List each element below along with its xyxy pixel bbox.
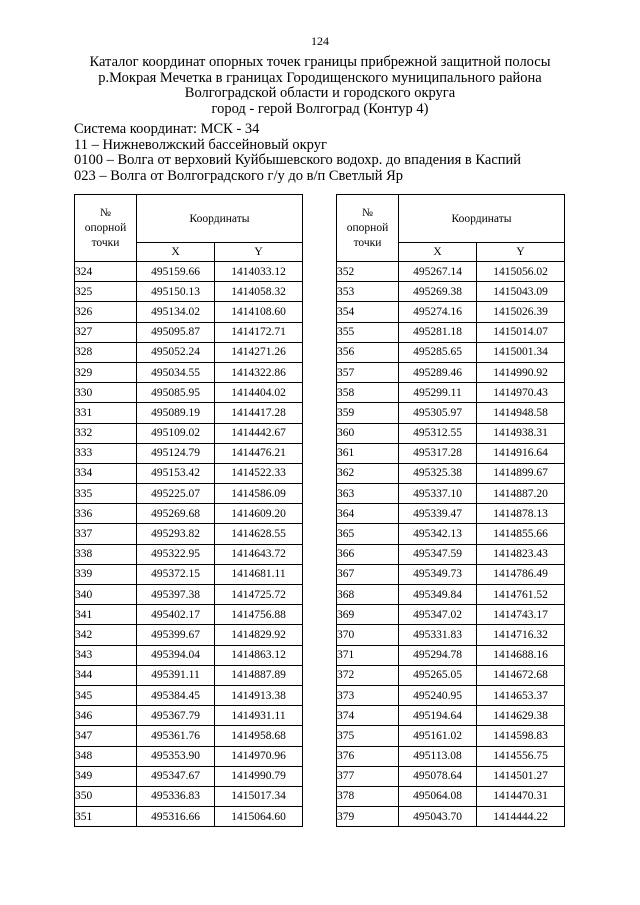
y-coordinate-cell: 1414442.67 bbox=[215, 423, 303, 443]
table-row bbox=[337, 322, 565, 342]
y-header: Y bbox=[215, 243, 303, 262]
y-coordinate-cell: 1414990.79 bbox=[215, 766, 303, 786]
table-row bbox=[337, 726, 565, 746]
table-row bbox=[75, 423, 303, 443]
point-number-cell: 340 bbox=[75, 585, 137, 605]
x-coordinate-cell: 495361.76 bbox=[137, 726, 215, 746]
point-number-cell: 352 bbox=[337, 262, 399, 282]
table-row bbox=[337, 605, 565, 625]
table-row bbox=[75, 645, 303, 665]
x-coordinate-cell: 495331.83 bbox=[399, 625, 477, 645]
point-number-cell: 344 bbox=[75, 665, 137, 685]
x-coordinate-cell: 495336.83 bbox=[137, 786, 215, 806]
table-row bbox=[75, 342, 303, 362]
table-row bbox=[75, 726, 303, 746]
y-coordinate-cell: 1414916.64 bbox=[477, 443, 565, 463]
y-coordinate-cell: 1415043.09 bbox=[477, 282, 565, 302]
y-coordinate-cell: 1415026.39 bbox=[477, 302, 565, 322]
x-coordinate-cell: 495289.46 bbox=[399, 362, 477, 382]
x-coordinate-cell: 495194.64 bbox=[399, 706, 477, 726]
x-coordinate-cell: 495064.08 bbox=[399, 786, 477, 806]
point-number-cell: 369 bbox=[337, 605, 399, 625]
y-coordinate-cell: 1414470.31 bbox=[477, 786, 565, 806]
point-number-cell: 334 bbox=[75, 463, 137, 483]
river-basin: 0100 – Волга от верховий Куйбышевского водохр. до впадения в Каспий bbox=[74, 152, 522, 168]
x-coordinate-cell: 495085.95 bbox=[137, 383, 215, 403]
table-row bbox=[337, 423, 565, 443]
x-coordinate-cell: 495225.07 bbox=[137, 484, 215, 504]
x-coordinate-cell: 495299.11 bbox=[399, 383, 477, 403]
x-header: X bbox=[137, 243, 215, 262]
document-title bbox=[40, 55, 600, 117]
y-coordinate-cell: 1414033.12 bbox=[215, 262, 303, 282]
coordinates-header: Координаты bbox=[399, 195, 565, 243]
x-coordinate-cell: 495161.02 bbox=[399, 726, 477, 746]
point-number-cell: 335 bbox=[75, 484, 137, 504]
x-coordinate-cell: 495285.65 bbox=[399, 342, 477, 362]
y-coordinate-cell: 1414887.89 bbox=[215, 665, 303, 685]
y-coordinate-cell: 1414271.26 bbox=[215, 342, 303, 362]
table-row bbox=[75, 706, 303, 726]
x-coordinate-cell: 495150.13 bbox=[137, 282, 215, 302]
table-row bbox=[75, 504, 303, 524]
y-coordinate-cell: 1414887.20 bbox=[477, 484, 565, 504]
point-number-cell: 357 bbox=[337, 362, 399, 382]
y-coordinate-cell: 1414404.02 bbox=[215, 383, 303, 403]
x-coordinate-cell: 495113.08 bbox=[399, 746, 477, 766]
coordinates-table-right bbox=[336, 194, 565, 827]
y-coordinate-cell: 1414628.55 bbox=[215, 524, 303, 544]
y-coordinate-cell: 1415001.34 bbox=[477, 342, 565, 362]
point-number-cell: 324 bbox=[75, 262, 137, 282]
y-coordinate-cell: 1414786.49 bbox=[477, 564, 565, 584]
point-number-cell: 342 bbox=[75, 625, 137, 645]
y-coordinate-cell: 1414761.52 bbox=[477, 585, 565, 605]
table-row bbox=[337, 746, 565, 766]
x-coordinate-cell: 495109.02 bbox=[137, 423, 215, 443]
x-header: X bbox=[399, 243, 477, 262]
table-row bbox=[75, 262, 303, 282]
table-row bbox=[337, 463, 565, 483]
y-coordinate-cell: 1414172.71 bbox=[215, 322, 303, 342]
point-number-cell: 326 bbox=[75, 302, 137, 322]
x-coordinate-cell: 495394.04 bbox=[137, 645, 215, 665]
coordinate-system-info bbox=[74, 122, 614, 184]
point-number-cell: 360 bbox=[337, 423, 399, 443]
point-number-cell: 361 bbox=[337, 443, 399, 463]
table-row bbox=[75, 625, 303, 645]
y-coordinate-cell: 1414938.31 bbox=[477, 423, 565, 443]
point-number-cell: 347 bbox=[75, 726, 137, 746]
x-coordinate-cell: 495274.16 bbox=[399, 302, 477, 322]
y-header: Y bbox=[477, 243, 565, 262]
y-coordinate-cell: 1414444.22 bbox=[477, 807, 565, 827]
y-coordinate-cell: 1415014.07 bbox=[477, 322, 565, 342]
table-row bbox=[75, 544, 303, 564]
table-row bbox=[337, 544, 565, 564]
x-coordinate-cell: 495325.38 bbox=[399, 463, 477, 483]
point-number-cell: 371 bbox=[337, 645, 399, 665]
point-number-cell: 329 bbox=[75, 362, 137, 382]
point-number-cell: 336 bbox=[75, 504, 137, 524]
table-body-left bbox=[75, 262, 303, 827]
table-row bbox=[75, 383, 303, 403]
y-coordinate-cell: 1414058.32 bbox=[215, 282, 303, 302]
point-number-cell: 339 bbox=[75, 564, 137, 584]
y-coordinate-cell: 1414863.12 bbox=[215, 645, 303, 665]
point-number-cell: 358 bbox=[337, 383, 399, 403]
x-coordinate-cell: 495347.59 bbox=[399, 544, 477, 564]
y-coordinate-cell: 1414609.20 bbox=[215, 504, 303, 524]
point-number-cell: 370 bbox=[337, 625, 399, 645]
table-body-right bbox=[337, 262, 565, 827]
table-row bbox=[337, 564, 565, 584]
table-row bbox=[337, 383, 565, 403]
table-row bbox=[337, 443, 565, 463]
point-number-cell: 327 bbox=[75, 322, 137, 342]
y-coordinate-cell: 1415017.34 bbox=[215, 786, 303, 806]
x-coordinate-cell: 495267.14 bbox=[399, 262, 477, 282]
point-number-cell: 378 bbox=[337, 786, 399, 806]
point-number-cell: 376 bbox=[337, 746, 399, 766]
point-number-cell: 346 bbox=[75, 706, 137, 726]
y-coordinate-cell: 1414629.38 bbox=[477, 706, 565, 726]
y-coordinate-cell: 1414913.38 bbox=[215, 685, 303, 705]
x-coordinate-cell: 495089.19 bbox=[137, 403, 215, 423]
y-coordinate-cell: 1414586.09 bbox=[215, 484, 303, 504]
y-coordinate-cell: 1414643.72 bbox=[215, 544, 303, 564]
y-coordinate-cell: 1414958.68 bbox=[215, 726, 303, 746]
point-number-cell: 349 bbox=[75, 766, 137, 786]
point-number-cell: 373 bbox=[337, 685, 399, 705]
point-number-cell: 359 bbox=[337, 403, 399, 423]
x-coordinate-cell: 495337.10 bbox=[399, 484, 477, 504]
x-coordinate-cell: 495397.38 bbox=[137, 585, 215, 605]
x-coordinate-cell: 495043.70 bbox=[399, 807, 477, 827]
point-number-cell: 355 bbox=[337, 322, 399, 342]
table-row bbox=[337, 706, 565, 726]
point-number-header: № опорной точки bbox=[337, 195, 399, 262]
x-coordinate-cell: 495353.90 bbox=[137, 746, 215, 766]
point-number-cell: 366 bbox=[337, 544, 399, 564]
table-row bbox=[75, 403, 303, 423]
point-number-cell: 372 bbox=[337, 665, 399, 685]
point-number-cell: 375 bbox=[337, 726, 399, 746]
table-row bbox=[337, 665, 565, 685]
x-coordinate-cell: 495316.66 bbox=[137, 807, 215, 827]
table-row bbox=[75, 605, 303, 625]
x-coordinate-cell: 495322.95 bbox=[137, 544, 215, 564]
point-number-cell: 332 bbox=[75, 423, 137, 443]
y-coordinate-cell: 1414522.33 bbox=[215, 463, 303, 483]
x-coordinate-cell: 495402.17 bbox=[137, 605, 215, 625]
point-number-cell: 374 bbox=[337, 706, 399, 726]
x-coordinate-cell: 495312.55 bbox=[399, 423, 477, 443]
x-coordinate-cell: 495078.64 bbox=[399, 766, 477, 786]
y-coordinate-cell: 1414716.32 bbox=[477, 625, 565, 645]
table-row bbox=[75, 362, 303, 382]
y-coordinate-cell: 1414681.11 bbox=[215, 564, 303, 584]
table-row bbox=[337, 342, 565, 362]
y-coordinate-cell: 1415064.60 bbox=[215, 807, 303, 827]
y-coordinate-cell: 1414878.13 bbox=[477, 504, 565, 524]
table-row bbox=[75, 665, 303, 685]
point-number-cell: 368 bbox=[337, 585, 399, 605]
point-number-cell: 356 bbox=[337, 342, 399, 362]
y-coordinate-cell: 1414598.83 bbox=[477, 726, 565, 746]
x-coordinate-cell: 495265.05 bbox=[399, 665, 477, 685]
y-coordinate-cell: 1414855.66 bbox=[477, 524, 565, 544]
x-coordinate-cell: 495372.15 bbox=[137, 564, 215, 584]
x-coordinate-cell: 495347.67 bbox=[137, 766, 215, 786]
point-number-cell: 354 bbox=[337, 302, 399, 322]
table-row bbox=[337, 585, 565, 605]
x-coordinate-cell: 495349.84 bbox=[399, 585, 477, 605]
coordinate-system: Система координат: МСК - 34 bbox=[74, 121, 260, 137]
table-row bbox=[337, 362, 565, 382]
table-row bbox=[337, 484, 565, 504]
y-coordinate-cell: 1415056.02 bbox=[477, 262, 565, 282]
coordinates-header: Координаты bbox=[137, 195, 303, 243]
point-number-cell: 362 bbox=[337, 463, 399, 483]
table-row bbox=[337, 786, 565, 806]
y-coordinate-cell: 1414653.37 bbox=[477, 685, 565, 705]
point-number-cell: 365 bbox=[337, 524, 399, 544]
x-coordinate-cell: 495391.11 bbox=[137, 665, 215, 685]
table-row bbox=[337, 524, 565, 544]
x-coordinate-cell: 495134.02 bbox=[137, 302, 215, 322]
table-row bbox=[75, 443, 303, 463]
y-coordinate-cell: 1414756.88 bbox=[215, 605, 303, 625]
point-number-cell: 379 bbox=[337, 807, 399, 827]
basin-district: 11 – Нижневолжский бассейновый округ bbox=[74, 136, 327, 153]
point-number-cell: 348 bbox=[75, 746, 137, 766]
y-coordinate-cell: 1414556.75 bbox=[477, 746, 565, 766]
point-number-cell: 367 bbox=[337, 564, 399, 584]
y-coordinate-cell: 1414417.28 bbox=[215, 403, 303, 423]
x-coordinate-cell: 495281.18 bbox=[399, 322, 477, 342]
table-row bbox=[337, 625, 565, 645]
table-row bbox=[337, 262, 565, 282]
y-coordinate-cell: 1414108.60 bbox=[215, 302, 303, 322]
point-number-cell: 330 bbox=[75, 383, 137, 403]
x-coordinate-cell: 495339.47 bbox=[399, 504, 477, 524]
point-number-cell: 341 bbox=[75, 605, 137, 625]
point-number-cell: 325 bbox=[75, 282, 137, 302]
x-coordinate-cell: 495124.79 bbox=[137, 443, 215, 463]
table-row bbox=[75, 685, 303, 705]
table-row bbox=[337, 766, 565, 786]
table-row bbox=[337, 807, 565, 827]
point-number-cell: 331 bbox=[75, 403, 137, 423]
table-row bbox=[337, 504, 565, 524]
x-coordinate-cell: 495052.24 bbox=[137, 342, 215, 362]
title-line: город - герой Волгоград (Контур 4) bbox=[211, 100, 429, 117]
table-row bbox=[75, 564, 303, 584]
point-number-cell: 363 bbox=[337, 484, 399, 504]
y-coordinate-cell: 1414823.43 bbox=[477, 544, 565, 564]
x-coordinate-cell: 495384.45 bbox=[137, 685, 215, 705]
x-coordinate-cell: 495347.02 bbox=[399, 605, 477, 625]
y-coordinate-cell: 1414743.17 bbox=[477, 605, 565, 625]
coordinates-table-left bbox=[74, 194, 303, 827]
table-row bbox=[75, 766, 303, 786]
point-number-cell: 364 bbox=[337, 504, 399, 524]
y-coordinate-cell: 1414899.67 bbox=[477, 463, 565, 483]
x-coordinate-cell: 495342.13 bbox=[399, 524, 477, 544]
y-coordinate-cell: 1414476.21 bbox=[215, 443, 303, 463]
x-coordinate-cell: 495349.73 bbox=[399, 564, 477, 584]
y-coordinate-cell: 1414672.68 bbox=[477, 665, 565, 685]
table-row bbox=[75, 807, 303, 827]
y-coordinate-cell: 1414501.27 bbox=[477, 766, 565, 786]
table-row bbox=[75, 524, 303, 544]
x-coordinate-cell: 495317.28 bbox=[399, 443, 477, 463]
point-number-cell: 350 bbox=[75, 786, 137, 806]
y-coordinate-cell: 1414948.58 bbox=[477, 403, 565, 423]
x-coordinate-cell: 495294.78 bbox=[399, 645, 477, 665]
x-coordinate-cell: 495034.55 bbox=[137, 362, 215, 382]
point-number-cell: 351 bbox=[75, 807, 137, 827]
water-section: 023 – Волга от Волгоградского г/у до в/п Светлый Яр bbox=[74, 167, 404, 184]
page-number: 124 bbox=[311, 34, 329, 48]
y-coordinate-cell: 1414970.43 bbox=[477, 383, 565, 403]
table-row bbox=[75, 786, 303, 806]
x-coordinate-cell: 495269.68 bbox=[137, 504, 215, 524]
point-number-cell: 338 bbox=[75, 544, 137, 564]
y-coordinate-cell: 1414322.86 bbox=[215, 362, 303, 382]
table-row bbox=[337, 685, 565, 705]
x-coordinate-cell: 495269.38 bbox=[399, 282, 477, 302]
point-number-cell: 377 bbox=[337, 766, 399, 786]
table-row bbox=[337, 302, 565, 322]
point-number-cell: 343 bbox=[75, 645, 137, 665]
x-coordinate-cell: 495367.79 bbox=[137, 706, 215, 726]
table-row bbox=[75, 322, 303, 342]
y-coordinate-cell: 1414688.16 bbox=[477, 645, 565, 665]
x-coordinate-cell: 495095.87 bbox=[137, 322, 215, 342]
x-coordinate-cell: 495305.97 bbox=[399, 403, 477, 423]
point-number-cell: 345 bbox=[75, 685, 137, 705]
x-coordinate-cell: 495153.42 bbox=[137, 463, 215, 483]
table-row bbox=[337, 645, 565, 665]
point-number-cell: 337 bbox=[75, 524, 137, 544]
y-coordinate-cell: 1414990.92 bbox=[477, 362, 565, 382]
table-row bbox=[75, 282, 303, 302]
table-row bbox=[75, 302, 303, 322]
table-row bbox=[337, 282, 565, 302]
y-coordinate-cell: 1414829.92 bbox=[215, 625, 303, 645]
table-row bbox=[75, 585, 303, 605]
y-coordinate-cell: 1414970.96 bbox=[215, 746, 303, 766]
table-row bbox=[75, 746, 303, 766]
x-coordinate-cell: 495159.66 bbox=[137, 262, 215, 282]
y-coordinate-cell: 1414725.72 bbox=[215, 585, 303, 605]
title-line: р.Мокрая Мечетка в границах Городищенского муниципального района bbox=[98, 69, 542, 86]
point-number-cell: 328 bbox=[75, 342, 137, 362]
title-line: Волгоградской области и городского округа bbox=[184, 85, 456, 101]
table-row bbox=[75, 484, 303, 504]
title-line: Каталог координат опорных точек границы прибрежной защитной полосы bbox=[89, 54, 551, 70]
point-number-cell: 333 bbox=[75, 443, 137, 463]
point-number-header: № опорной точки bbox=[75, 195, 137, 262]
y-coordinate-cell: 1414931.11 bbox=[215, 706, 303, 726]
x-coordinate-cell: 495240.95 bbox=[399, 685, 477, 705]
table-row bbox=[75, 463, 303, 483]
x-coordinate-cell: 495399.67 bbox=[137, 625, 215, 645]
point-number-cell: 353 bbox=[337, 282, 399, 302]
table-row bbox=[337, 403, 565, 423]
x-coordinate-cell: 495293.82 bbox=[137, 524, 215, 544]
